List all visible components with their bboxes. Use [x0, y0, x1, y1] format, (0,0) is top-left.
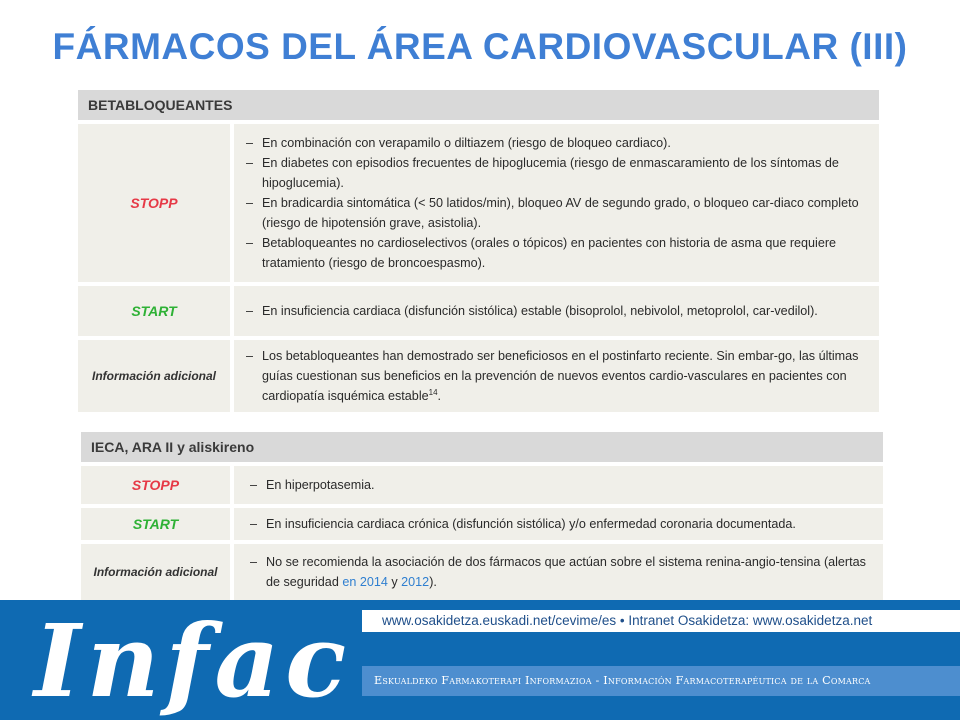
list-item: – En hiperpotasemia.: [248, 475, 871, 495]
info-label: Información adicional: [78, 340, 234, 412]
list-item: – En insuficiencia cardiaca crónica (disfunción sistólica) y/o enfermedad coronaria documentada.: [248, 514, 871, 534]
row-content: [234, 508, 883, 540]
table-row: [78, 124, 879, 282]
infac-logo: Infac: [34, 602, 353, 720]
row-content: [234, 124, 879, 282]
row-content: [234, 286, 879, 336]
row-content: [234, 466, 883, 504]
stopp-label: STOPP: [81, 466, 234, 504]
info-text: No se recomienda la asociación de dos fármacos que actúan sobre el sistema renina-angio-tensina (alertas de seguridad: [266, 555, 866, 589]
info-text-end: ).: [429, 575, 437, 589]
infac-footer-banner: [0, 600, 960, 720]
stopp-label: STOPP: [78, 124, 234, 282]
list-item: – En bradicardia sintomática (< 50 latidos/min), bloqueo AV de segundo grado, o bloqueo car-diaco completo (riesgo de hipotensión grave, asistolia).: [244, 193, 867, 233]
table-header-row: [81, 432, 883, 462]
info-text: Los betabloqueantes han demostrado ser beneficiosos en el postinfarto reciente. Sin embar-go, las últimas guías cuestionan sus beneficios en la prevención de nuevos eventos cardio-vasculares en pacientes con cardiopatía isquémica estable: [262, 349, 859, 403]
row-content: [234, 544, 883, 600]
footer-urls: www.osakidetza.euskadi.net/cevime/es • Intranet Osakidetza: www.osakidetza.net: [362, 610, 960, 632]
info-text-join: y: [387, 575, 402, 589]
list-item: – En combinación con verapamilo o diltiazem (riesgo de bloqueo cardiaco).: [244, 133, 867, 153]
row-content: [234, 340, 879, 412]
table-header-row: [78, 90, 879, 120]
start-label: START: [78, 286, 234, 336]
list-item: [248, 552, 871, 592]
info-text-end: .: [437, 389, 442, 403]
table-row: [81, 466, 883, 504]
list-item: [244, 346, 867, 406]
list-item: – En diabetes con episodios frecuentes de hipoglucemia (riesgo de enmascaramiento de los síntomas de hipoglucemia).: [244, 153, 867, 193]
alert-link-2012[interactable]: 2012: [401, 575, 430, 589]
list-item: – En insuficiencia cardiaca (disfunción sistólica) estable (bisoprolol, nebivolol, metoprolol, car-vedilol).: [244, 301, 867, 321]
footer-tagline: Eskualdeko Farmakoterapi Informazioa - Información Farmacoterapéutica de la Comarca: [374, 674, 871, 687]
betabloqueantes-table: [78, 86, 879, 416]
list-item: – Betabloqueantes no cardioselectivos (orales o tópicos) en pacientes con historia de asma que requiere tratamiento (riesgo de broncoespasmo).: [244, 233, 867, 273]
page-title: FÁRMACOS DEL ÁREA CARDIOVASCULAR (III): [52, 26, 908, 67]
table-header: BETABLOQUEANTES: [78, 90, 879, 120]
alert-link-2014[interactable]: en 2014: [342, 575, 388, 589]
table-row: [78, 340, 879, 412]
table-row: [81, 544, 883, 600]
reference-superscript: 14: [428, 387, 438, 397]
start-label: START: [81, 508, 234, 540]
table-row: [78, 286, 879, 336]
table-row: [81, 508, 883, 540]
table-header: IECA, ARA II y aliskireno: [81, 432, 883, 462]
ieca-table: [81, 428, 883, 604]
info-label: Información adicional: [81, 544, 234, 600]
